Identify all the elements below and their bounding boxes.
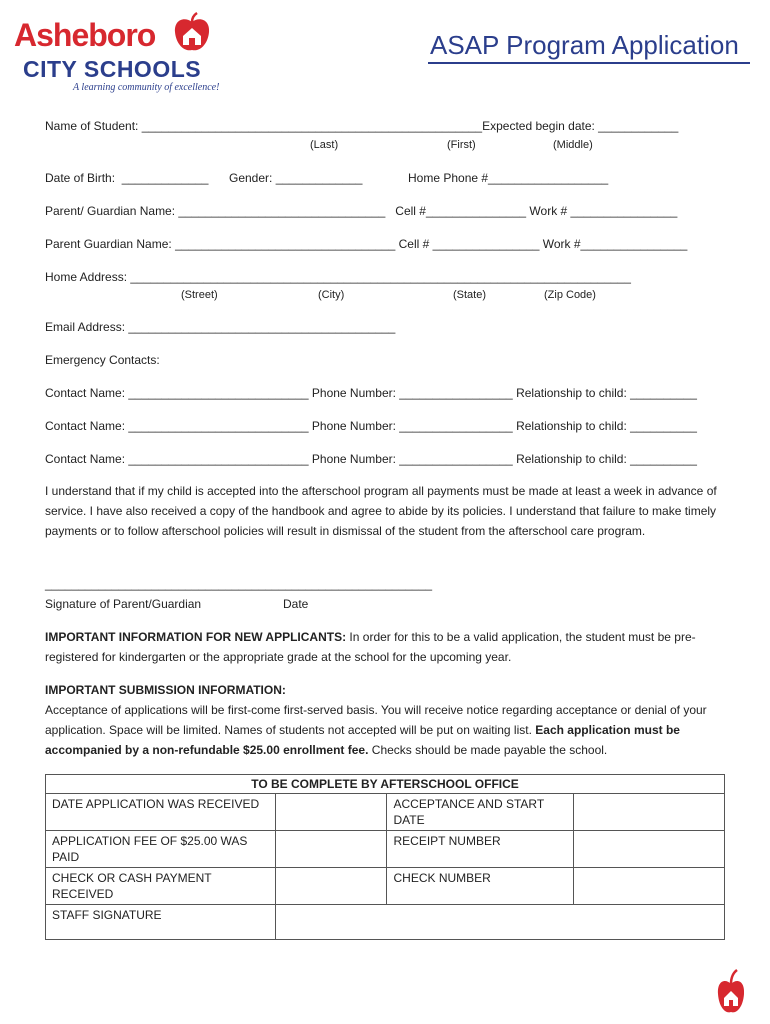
submission-text: Acceptance of applications will be first-come first-served basis. You will receive notice regarding acceptance or denial of your application. Space will be limited. Names of students not accepted will be put on waiting list.	[45, 703, 707, 737]
staff-signature-label: STAFF SIGNATURE	[46, 905, 276, 940]
payment-type-cell[interactable]	[275, 868, 387, 905]
apple-schoolhouse-icon	[716, 968, 746, 1016]
logo-tagline: A learning community of excellence!	[73, 82, 220, 93]
student-name-field[interactable]: Name of Student: ___________________________________________________Expected begin date: ____________	[45, 119, 679, 133]
submission-heading: IMPORTANT SUBMISSION INFORMATION:	[45, 683, 286, 697]
submission-fee-text: Each application must be accompanied by a non-refundable $25.00 enrollment fee.	[45, 723, 680, 757]
acceptance-label: ACCEPTANCE AND START DATE	[387, 794, 574, 831]
label-zip: (Zip Code)	[544, 289, 596, 301]
parent-guardian-1-field[interactable]: Parent/ Guardian Name: _______________________________ Cell #_______________ Work # ________________	[45, 204, 678, 218]
label-street: (Street)	[181, 289, 218, 301]
logo-city-schools: CITY SCHOOLS	[23, 56, 202, 82]
label-middle: (Middle)	[553, 139, 593, 151]
title-underline	[428, 62, 750, 64]
new-applicants-heading: IMPORTANT INFORMATION FOR NEW APPLICANTS:	[45, 630, 347, 644]
submission-info	[45, 680, 735, 760]
signature-line[interactable]: __________________________________________________________	[45, 577, 433, 591]
office-use-table	[45, 774, 725, 940]
new-applicants-text: In order for this to be a valid application, the student must be pre-registered for kindergarten or the appropriate grade at the school for the upcoming year.	[45, 630, 696, 664]
staff-signature-cell[interactable]	[275, 905, 724, 940]
contact-row[interactable]: Contact Name: ___________________________ Phone Number: _________________ Relationship to child: __________	[45, 386, 697, 400]
parent-guardian-2-field[interactable]: Parent Guardian Name: _________________________________ Cell # ________________ Work #________________	[45, 237, 688, 251]
label-state: (State)	[453, 289, 487, 301]
new-applicants-info	[45, 627, 735, 667]
receipt-label: RECEIPT NUMBER	[387, 831, 574, 868]
home-phone-field[interactable]: Home Phone #__________________	[408, 171, 609, 185]
check-number-cell[interactable]	[574, 868, 725, 905]
fee-paid-label: APPLICATION FEE OF $25.00 WAS PAID	[46, 831, 276, 868]
label-last: (Last)	[310, 139, 339, 151]
contact-row[interactable]: Contact Name: ___________________________ Phone Number: _________________ Relationship to child: __________	[45, 452, 697, 466]
label-first: (First)	[447, 139, 476, 151]
emergency-contacts-label: Emergency Contacts:	[45, 353, 160, 367]
date-received-label: DATE APPLICATION WAS RECEIVED	[46, 794, 276, 831]
receipt-cell[interactable]	[574, 831, 725, 868]
acceptance-cell[interactable]	[574, 794, 725, 831]
page-title: ASAP Program Application	[430, 30, 739, 60]
signature-label: Signature of Parent/Guardian	[45, 597, 202, 611]
office-table-header: TO BE COMPLETE BY AFTERSCHOOL OFFICE	[46, 775, 725, 794]
gender-field[interactable]: Gender: _____________	[229, 171, 363, 185]
fee-paid-cell[interactable]	[275, 831, 387, 868]
payment-type-label: CHECK OR CASH PAYMENT RECEIVED	[46, 868, 276, 905]
contact-row[interactable]: Contact Name: ___________________________ Phone Number: _________________ Relationship to child: __________	[45, 419, 697, 433]
agreement-text: I understand that if my child is accepted into the afterschool program all payments must be made at least a week in advance of service. I have also received a copy of the handbook and agree to abide by its policies. I understand that failure to make timely payments or to follow afterschool policies will result in dismissal of the student from the afterschool care program.	[45, 484, 717, 538]
logo-wordmark: Asheboro	[14, 17, 156, 53]
date-label: Date	[283, 597, 309, 611]
apple-schoolhouse-icon	[172, 12, 212, 54]
check-number-label: CHECK NUMBER	[387, 868, 574, 905]
label-city: (City)	[318, 289, 345, 301]
dob-field[interactable]: Date of Birth: _____________	[45, 171, 209, 185]
date-received-cell[interactable]	[275, 794, 387, 831]
home-address-field[interactable]: Home Address: ___________________________________________________________________________	[45, 270, 631, 284]
email-field[interactable]: Email Address: ________________________________________	[45, 320, 396, 334]
submission-tail-text: Checks should be made payable the school.	[368, 743, 608, 757]
